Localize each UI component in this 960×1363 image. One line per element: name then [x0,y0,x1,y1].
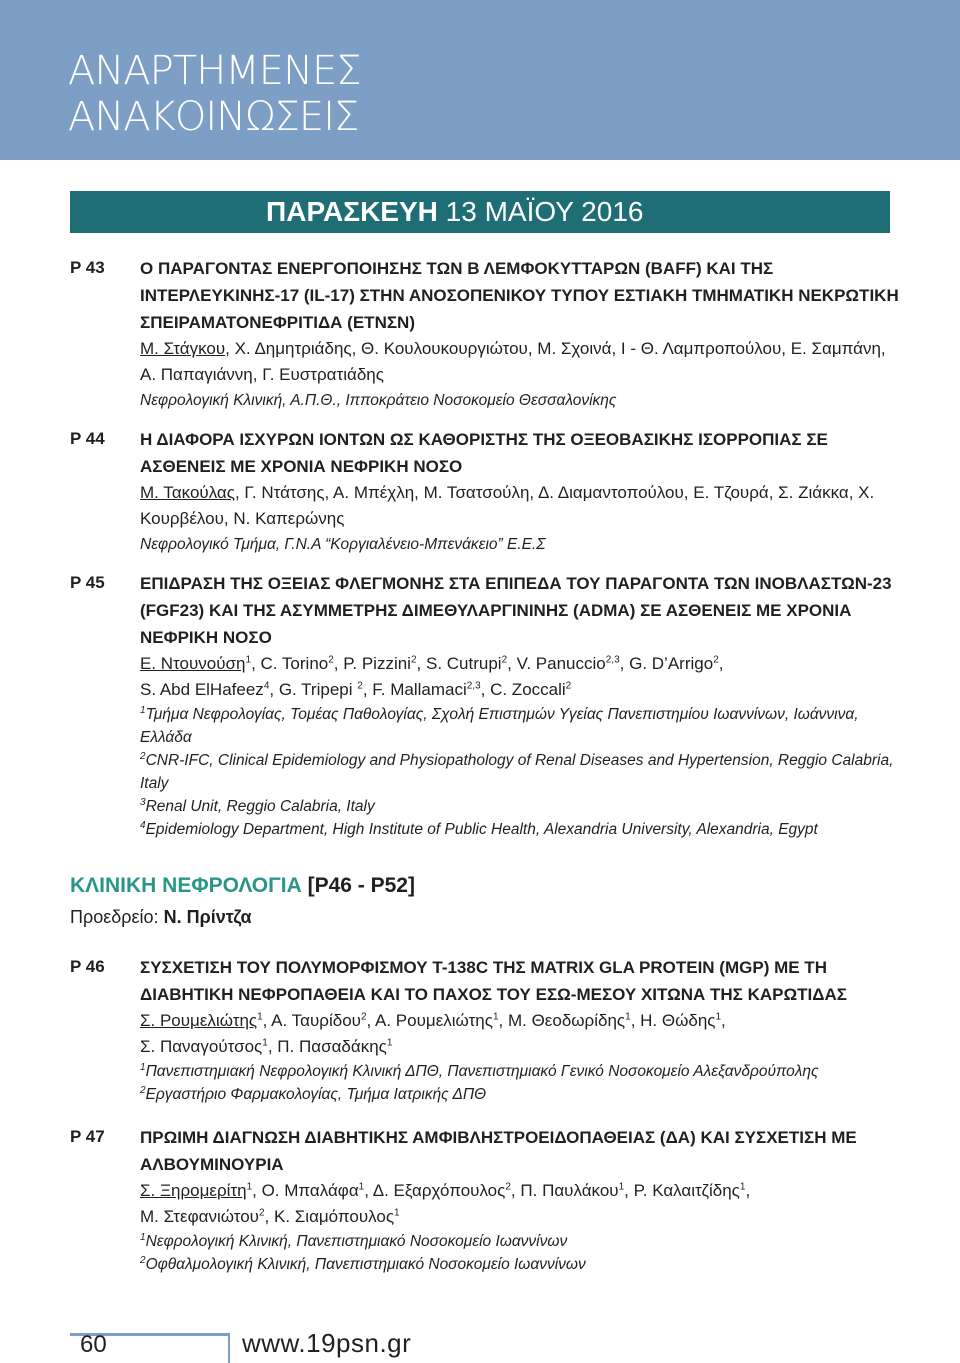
session-chair [70,907,252,928]
poster-authors-line [140,1008,900,1034]
author-name: , C. Torino [251,654,329,673]
poster-affiliation: Νεφρολογική Κλινική, Α.Π.Θ., Ιπποκράτειο Νοσοκομείο Θεσσαλονίκης [140,392,617,409]
author-name: S. Abd ElHafeez [140,680,264,699]
author-name: , Α. Ρουμελιώτης [366,1011,493,1030]
poster-affiliation: Νεφρολογικό Τμήμα, Γ.Ν.Α “Κοργιαλένειο-Μπενάκειο” Ε.Ε.Σ [140,536,546,553]
author-name: , Μ. Θεοδωρίδης [498,1011,626,1030]
co-authors: , Γ. Ντάτσης, Α. Μπέχλη, Μ. Τσατσούλη, Δ. Διαμαντοπούλου, Ε. Τζουρά, Σ. Ζιάκκα, Χ. Κουρβέλου, Ν. Καπερώνης [140,483,875,528]
affiliation-marker: 1 [358,1181,365,1193]
website-link[interactable]: www.19psn.gr [242,1328,412,1358]
author-name: Μ. Στεφανιώτου [140,1207,259,1226]
section-title [70,874,415,898]
affiliation-number: 4 [140,819,146,831]
poster-code: P 45 [70,573,105,592]
poster-authors-line [140,677,900,703]
presenting-author: Σ. Ρουμελιώτης [140,1011,258,1030]
affiliation-marker: 1 [262,1037,268,1049]
chair-name: Ν. Πρίντζα [163,907,252,927]
affiliation-line [140,703,900,749]
affiliation-text: Πανεπιστημιακή Νεφρολογική Κλινική ΔΠΘ, Πανεπιστημιακό Γενικό Νοσοκομείο Αλεξανδρούπολης [145,1063,819,1080]
date-bar [70,191,890,233]
affiliation-line [140,1083,900,1106]
affiliation-text: Οφθαλμολογική Κλινική, Πανεπιστημιακό Νοσοκομείο Ιωαννίνων [145,1256,586,1273]
affiliation-text: Epidemiology Department, High Institute of Public Health, Alexandria University, Alexandria, Egypt [145,821,818,838]
affiliation-marker: 1 [739,1181,746,1193]
affiliation-marker: 1 [625,1011,631,1023]
affiliation-line [140,1230,900,1253]
affiliation-marker: 2 [505,1181,511,1193]
poster-body [140,1124,900,1276]
affiliation-marker: 1 [618,1181,625,1193]
poster-title: Η ΔΙΑΦΟΡΑ ΙΣΧΥΡΩΝ ΙΟΝΤΩΝ ΩΣ ΚΑΘΟΡΙΣΤΗΣ ΤΗΣ ΟΞΕΟΒΑΣΙΚΗΣ ΙΣΟΡΡΟΠΙΑΣ ΣΕ ΑΣΘΕΝΕΙΣ ΜΕ ΧΡΟΝΙΑ ΝΕΦΡΙΚΗ ΝΟΣΟ [140,430,828,476]
affiliation-marker: 2 [357,680,363,692]
affiliation-number: 1 [140,1061,146,1073]
poster-affiliations [140,703,900,841]
author-name: , Η. Θώδης [630,1011,716,1030]
poster-code: P 43 [70,258,105,277]
affiliation-number: 2 [140,1084,146,1096]
author-name: , [721,1011,726,1030]
affiliation-marker: 4 [263,680,270,692]
poster-authors [140,336,900,388]
presenting-author: Σ. Ξηρομερίτη [140,1181,247,1200]
header-line-1: ΑΝΑΡΤΗΜΕΝΕΣ [68,48,361,94]
poster-authors-line [140,1178,900,1204]
author-name: , Ο. Μπαλάφα [252,1181,359,1200]
poster-affiliations [140,1230,900,1276]
page-header-title [68,48,361,140]
affiliation-marker: 1 [245,654,252,666]
co-authors: , Χ. Δημητριάδης, Θ. Κουλουκουργιώτου, Μ. Σχοινά, Ι - Θ. Λαμπροπούλου, Ε. Σαμπάνη, Α. Παπαγιάννη, Γ. Ευστρατιάδης [140,339,886,384]
author-name: , Δ. Εξαρχόπουλος [364,1181,506,1200]
affiliation-number: 3 [140,796,146,808]
affiliation-marker: 1 [386,1037,393,1049]
poster-body [140,570,900,841]
poster-title: ΠΡΩΙΜΗ ΔΙΑΓΝΩΣΗ ΔΙΑΒΗΤΙΚΗΣ ΑΜΦΙΒΛΗΣΤΡΟΕΙΔΟΠΑΘΕΙΑΣ (ΔΑ) ΚΑΙ ΣΥΣΧΕΤΙΣΗ ΜΕ ΑΛΒΟΥΜΙΝΟΥΡΙΑ [140,1128,857,1174]
poster-body [140,255,900,412]
affiliation-number: 1 [140,704,146,716]
affiliation-marker: 2 [501,654,508,666]
poster-code: P 47 [70,1127,105,1146]
header-line-2: ΑΝΑΚΟΙΝΩΣΕΙΣ [68,94,359,140]
affiliation-marker: 1 [257,1011,263,1023]
author-name: , V. Panuccio [507,654,606,673]
poster-code: P 44 [70,429,105,448]
affiliation-marker: 2 [258,1207,265,1219]
author-name: , Α. Ταυρίδου [262,1011,361,1030]
affiliation-text: CNR-IFC, Clinical Epidemiology and Physiopathology of Renal Diseases and Hypertension, Reggio Calabria, Italy [140,752,894,792]
author-name: , [745,1181,751,1200]
affiliation-number: 2 [140,1254,146,1266]
author-name: , Ρ. Καλαιτζίδης [624,1181,740,1200]
author-name: , F. Mallamaci [362,680,467,699]
author-name: , Π. Πασαδάκης [267,1037,387,1056]
chair-label: Προεδρείο: [70,907,164,927]
presenting-author: Ε. Ντουνούση [140,654,246,673]
affiliation-text: Τμήμα Νεφρολογίας, Τομέας Παθολογίας, Σχολή Επιστημών Υγείας Πανεπιστημίου Ιωαννίνων, Ιωάννινα, Ελλάδα [140,706,859,746]
day-label: ΠΑΡΑΣΚΕΥΗ [266,196,438,227]
affiliation-marker: 1 [246,1181,253,1193]
affiliation-marker: 2 [328,654,334,666]
affiliation-number: 1 [140,1231,146,1243]
section-name: ΚΛΙΝΙΚΗ ΝΕΦΡΟΛΟΓΙΑ [70,874,302,897]
affiliation-marker: 1 [715,1011,722,1023]
author-name: , C. Zoccali [480,680,566,699]
author-name: , G. Tripepi [269,680,358,699]
affiliation-marker: 2 [713,654,719,666]
affiliation-line [140,749,900,795]
affiliation-line [140,818,900,841]
affiliation-number: 2 [140,750,146,762]
poster-code: P 46 [70,957,105,976]
affiliation-text: Νεφρολογική Κλινική, Πανεπιστημιακό Νοσοκομείο Ιωαννίνων [145,1233,568,1250]
author-name: , [718,654,724,673]
affiliation-marker: 1 [394,1207,400,1219]
poster-body [140,426,900,556]
section-range: [P46 - P52] [301,874,415,897]
author-name: , Π. Παυλάκου [510,1181,619,1200]
affiliation-marker: 2 [410,654,417,666]
date-bar-text [266,195,643,229]
poster-authors [140,480,900,532]
author-name: Σ. Παναγούτσος [140,1037,263,1056]
affiliation-marker: 2,3 [605,654,620,666]
affiliation-marker: 2 [565,680,572,692]
date-label: 13 ΜΑΪΟΥ 2016 [445,196,644,227]
affiliation-line [140,1060,900,1083]
affiliation-line [140,795,900,818]
poster-body [140,954,900,1106]
affiliation-marker: 2,3 [466,680,481,692]
affiliation-marker: 1 [492,1011,499,1023]
author-name: , G. D’Arrigo [619,654,714,673]
author-name: , S. Cutrupi [416,654,502,673]
author-name: , Κ. Σιαμόπουλος [264,1207,395,1226]
footer-divider [228,1333,230,1363]
poster-title: Ο ΠΑΡΑΓΟΝΤΑΣ ΕΝΕΡΓΟΠΟΙΗΣΗΣ ΤΩΝ Β ΛΕΜΦΟΚΥΤΤΑΡΩΝ (BAFF) ΚΑΙ ΤΗΣ ΙΝΤΕΡΛΕΥΚΙΝΗΣ-17 (IL-17) ΣΤΗΝ ΑΝΟΣΟΠΕΝΙΚΟΥ ΤΥΠΟΥ ΕΣΤΙΑΚΗ ΤΜΗΜΑΤΙΚΗ ΝΕΚΡΩΤΙΚΗ ΣΠΕΙΡΑΜΑΤΟΝΕΦΡΙΤΙΔΑ (ΕΤΝΣΝ) [140,259,899,332]
affiliation-text: Renal Unit, Reggio Calabria, Italy [145,798,375,815]
poster-authors-line [140,1204,900,1230]
poster-title: ΕΠΙΔΡΑΣΗ ΤΗΣ ΟΞΕΙΑΣ ΦΛΕΓΜΟΝΗΣ ΣΤΑ ΕΠΙΠΕΔΑ ΤΟΥ ΠΑΡΑΓΟΝΤΑ ΤΩΝ ΙΝΟΒΛΑΣΤΩΝ-23 (FGF23) ΚΑΙ ΤΗΣ ΑΣΥΜΜΕΤΡΗΣ ΔΙΜΕΘΥΛΑΡΓΙΝΙΝΗΣ (ADMA) ΣΕ ΑΣΘΕΝΕΙΣ ΜΕ ΧΡΟΝΙΑ ΝΕΦΡΙΚΗ ΝΟΣΟ [140,574,892,647]
presenting-author: Μ. Τακούλας [140,483,235,502]
poster-authors-line [140,1034,900,1060]
poster-authors-line [140,651,900,677]
poster-title: ΣΥΣΧΕΤΙΣΗ ΤΟΥ ΠΟΛΥΜΟΡΦΙΣΜΟΥ T-138C ΤΗΣ MATRIX GLA PROTEIN (MGP) ΜΕ ΤΗ ΔΙΑΒΗΤΙΚΗ ΝΕΦΡΟΠΑΘΕΙΑ ΚΑΙ ΤΟ ΠΑΧΟΣ ΤΟΥ ΕΣΩ-ΜΕΣΟΥ ΧΙΤΩΝΑ ΤΗΣ ΚΑΡΩΤΙΔΑΣ [140,958,847,1004]
affiliation-text: Εργαστήριο Φαρμακολογίας, Τμήμα Ιατρικής ΔΠΘ [145,1086,487,1103]
author-name: , P. Pizzini [333,654,411,673]
presenting-author: Μ. Στάγκου [140,339,226,358]
poster-affiliations [140,1060,900,1106]
affiliation-marker: 2 [360,1011,367,1023]
page-number: 60 [80,1331,107,1358]
affiliation-line [140,1253,900,1276]
